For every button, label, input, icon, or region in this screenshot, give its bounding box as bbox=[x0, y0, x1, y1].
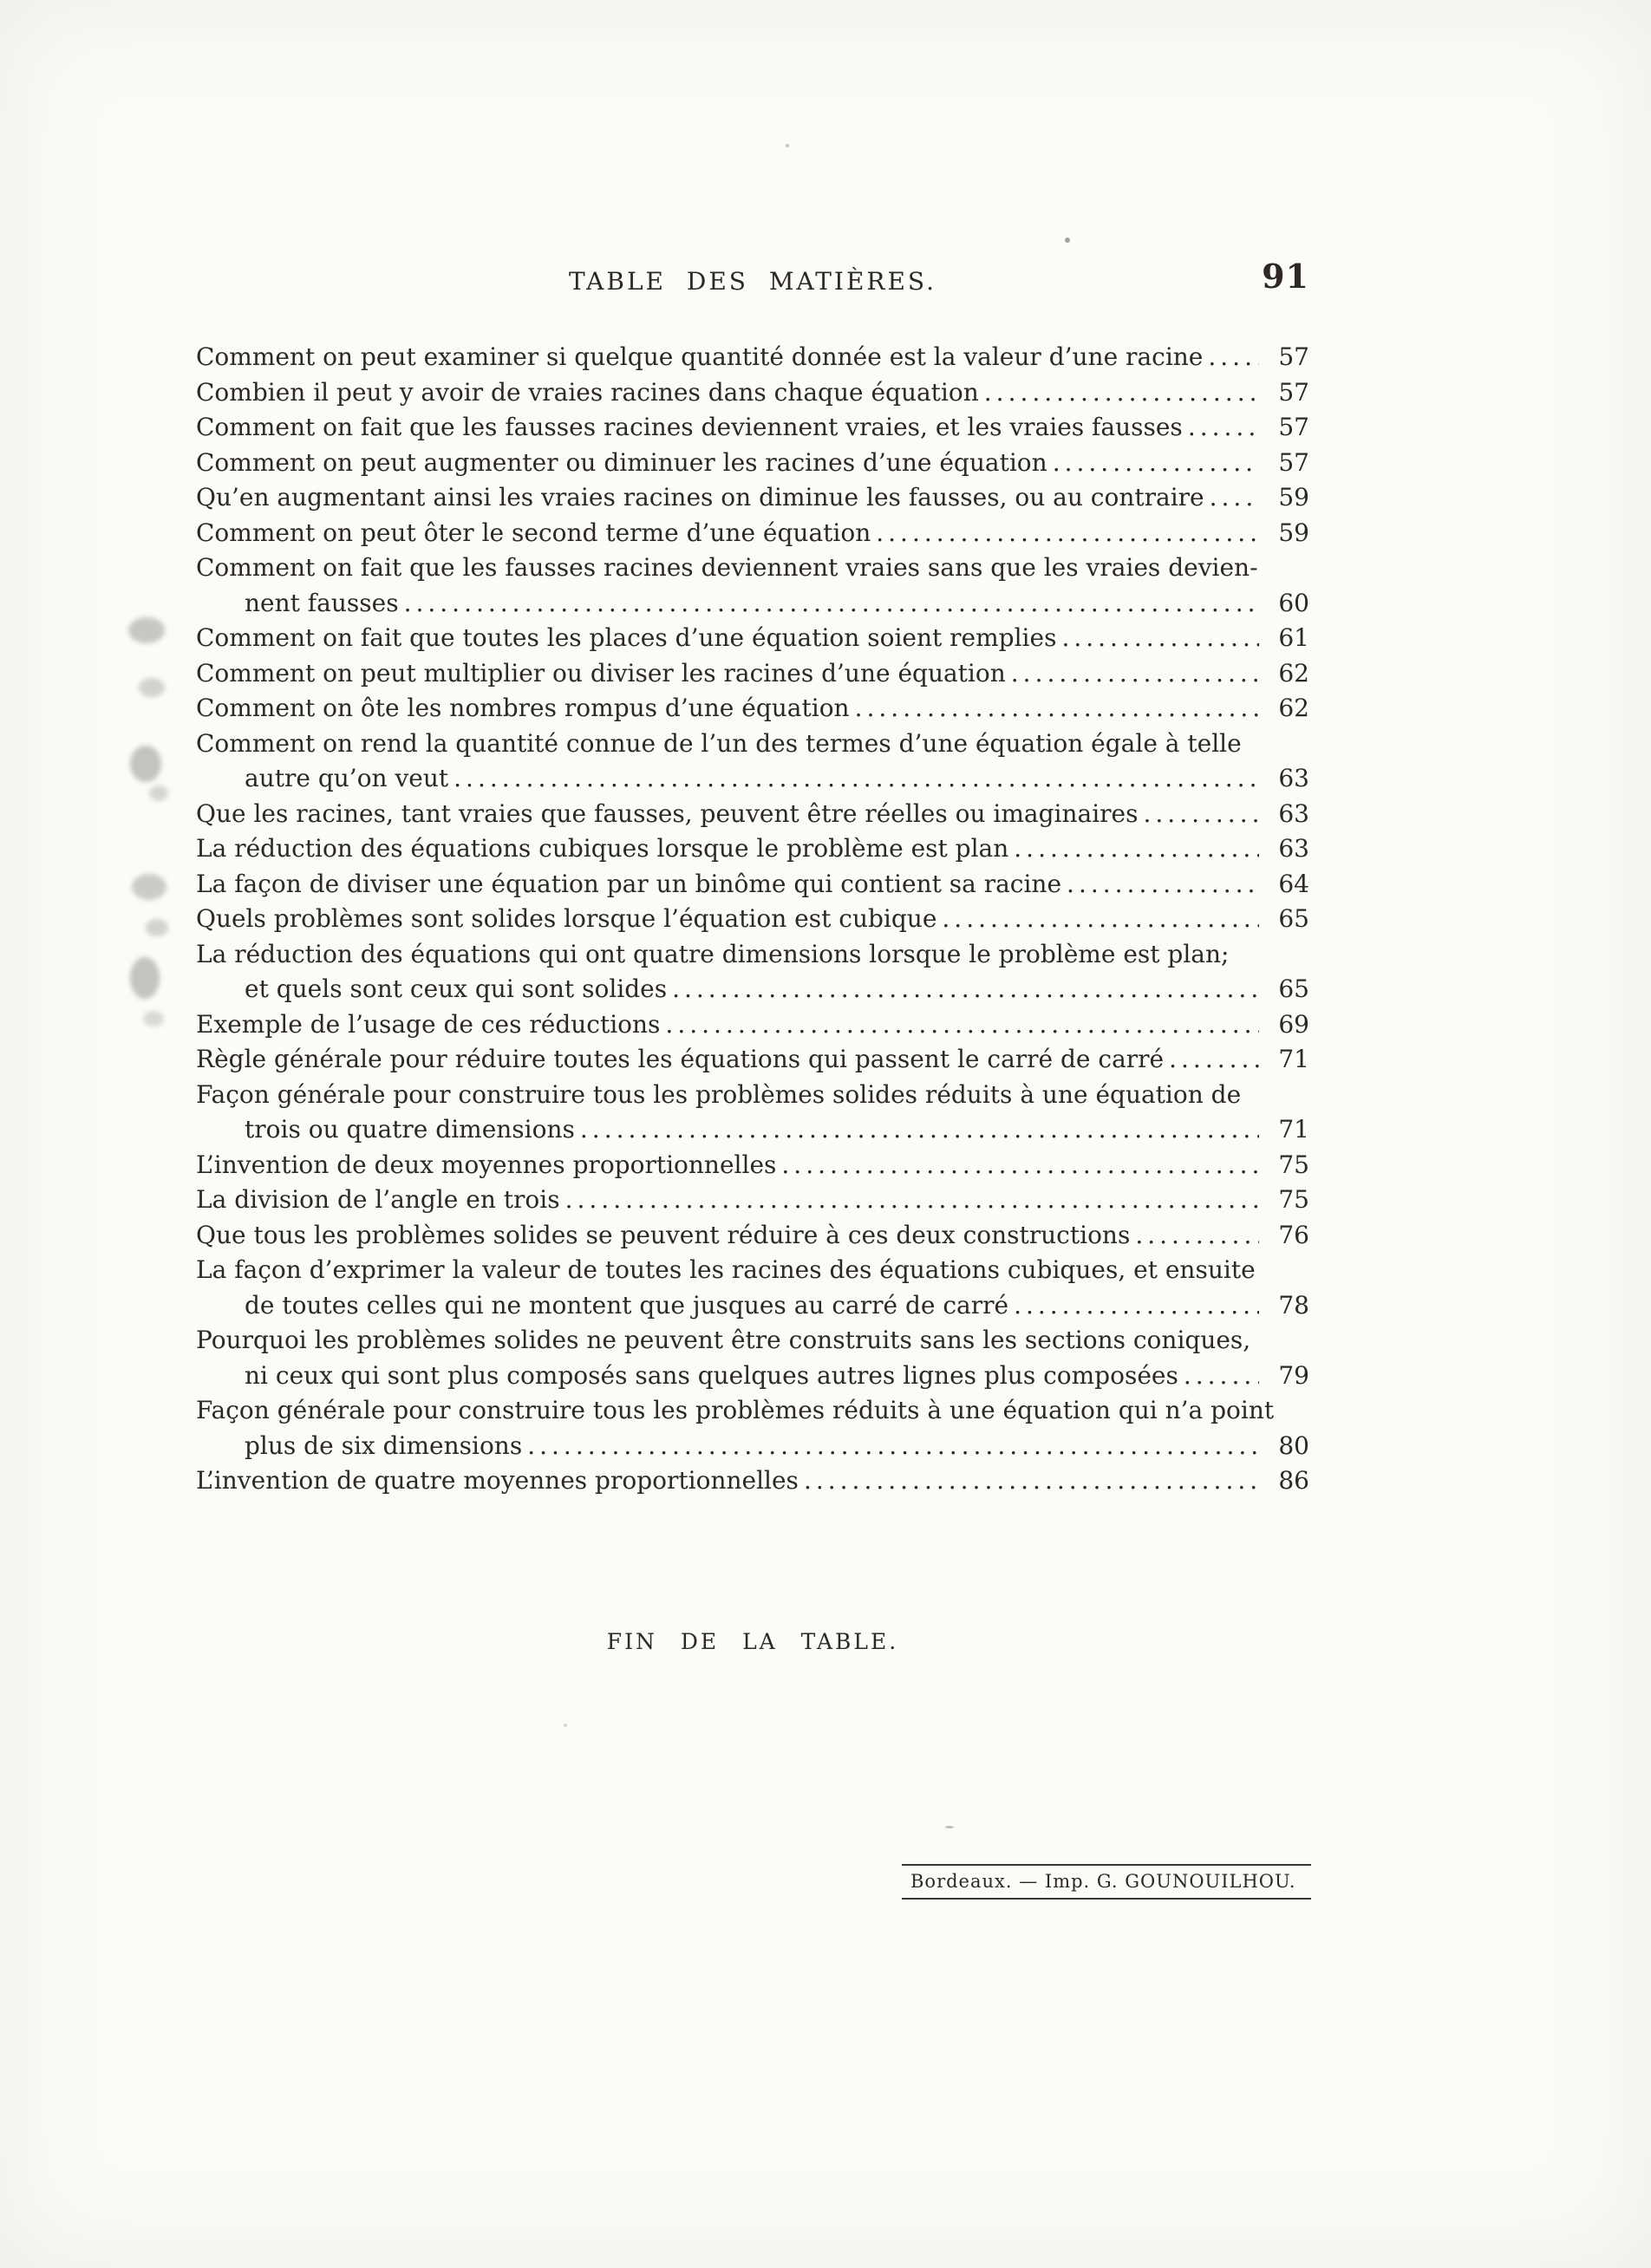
toc-entry-text: Pourquoi les problèmes solides ne peuvent être construits sans les sections coniques, bbox=[196, 1326, 1251, 1354]
toc-entry-text: ni ceux qui sont plus composés sans quelques autres lignes plus composées bbox=[245, 1360, 1178, 1390]
toc-leader-dots bbox=[1169, 1042, 1259, 1078]
page-number: 91 bbox=[1262, 257, 1309, 296]
toc-entry-line bbox=[196, 937, 1309, 973]
toc-leader-dots bbox=[1208, 340, 1259, 375]
toc-leader-dots bbox=[454, 761, 1259, 797]
toc-leader-dots bbox=[1135, 1218, 1259, 1254]
toc-leader-dots bbox=[781, 1148, 1259, 1183]
scan-artifact bbox=[1065, 238, 1070, 243]
toc-entry-line bbox=[196, 902, 1309, 937]
toc-leader-dots bbox=[1061, 621, 1259, 656]
toc-page-number: 63 bbox=[1278, 764, 1309, 792]
toc-entry-line bbox=[196, 340, 1309, 375]
toc-entry-text: trois ou quatre dimensions bbox=[245, 1115, 575, 1144]
toc-entry-text: L’invention de quatre moyennes proportionnelles bbox=[196, 1466, 799, 1495]
toc-leader-dots bbox=[1184, 1359, 1259, 1394]
toc-page-number: 75 bbox=[1278, 1150, 1309, 1179]
toc-entry-line bbox=[196, 1288, 1309, 1324]
end-of-table-label: FIN DE LA TABLE. bbox=[606, 1628, 899, 1654]
toc-page-number: 71 bbox=[1278, 1045, 1309, 1073]
toc-entry-text: La façon de diviser une équation par un binôme qui contient sa racine bbox=[196, 869, 1062, 898]
toc-entry-line bbox=[196, 691, 1309, 727]
toc-entry-line bbox=[196, 797, 1309, 832]
toc-leader-dots bbox=[942, 902, 1259, 937]
toc-page-number: 75 bbox=[1278, 1185, 1309, 1214]
scan-artifact bbox=[149, 785, 168, 801]
toc-leader-dots bbox=[565, 1183, 1259, 1218]
toc-page-number: 59 bbox=[1278, 483, 1309, 512]
toc-page-number: 62 bbox=[1278, 658, 1309, 688]
toc-entry-text: Façon générale pour construire tous les problèmes réduits à une équation qui n’a point bbox=[196, 1396, 1275, 1424]
toc-entry-line bbox=[196, 761, 1309, 797]
scan-artifact bbox=[564, 1724, 567, 1727]
toc-page-number: 63 bbox=[1278, 834, 1309, 863]
toc-entry-line bbox=[196, 1183, 1309, 1218]
toc-entry-text: La division de l’angle en trois bbox=[196, 1185, 560, 1214]
table-of-contents bbox=[196, 340, 1309, 1499]
toc-page-number: 78 bbox=[1278, 1290, 1309, 1320]
toc-page-number: 76 bbox=[1278, 1220, 1309, 1249]
toc-page-number: 60 bbox=[1278, 588, 1309, 617]
toc-leader-dots bbox=[580, 1112, 1259, 1148]
toc-leader-dots bbox=[665, 1007, 1259, 1043]
toc-entry-line bbox=[196, 1007, 1309, 1043]
toc-leader-dots bbox=[1188, 410, 1259, 446]
page-content bbox=[196, 257, 1309, 1654]
toc-leader-dots bbox=[804, 1463, 1259, 1499]
toc-page-number: 57 bbox=[1278, 413, 1309, 441]
toc-page-number: 62 bbox=[1278, 694, 1309, 722]
scan-artifact bbox=[143, 1011, 164, 1026]
toc-entry-text: Comment on rend la quantité connue de l’un des termes d’une équation égale à telle bbox=[196, 728, 1242, 758]
toc-page-number: 71 bbox=[1278, 1115, 1309, 1144]
scan-artifact bbox=[139, 678, 165, 697]
toc-leader-dots bbox=[672, 972, 1259, 1007]
toc-entry-line bbox=[196, 621, 1309, 656]
toc-entry-text: autre qu’on veut bbox=[245, 764, 449, 792]
toc-page-number: 57 bbox=[1278, 447, 1309, 477]
toc-entry-line bbox=[196, 516, 1309, 551]
toc-entry-line bbox=[196, 1359, 1309, 1394]
toc-leader-dots bbox=[1053, 446, 1259, 481]
toc-page-number: 57 bbox=[1278, 342, 1309, 371]
toc-page-number: 86 bbox=[1278, 1466, 1309, 1495]
toc-leader-dots bbox=[1014, 831, 1259, 867]
toc-leader-dots bbox=[527, 1429, 1259, 1464]
toc-leader-dots bbox=[1210, 480, 1259, 516]
toc-entry-line bbox=[196, 1253, 1309, 1288]
toc-entry-text: Comment on fait que les fausses racines deviennent vraies, et les vraies fausses bbox=[196, 413, 1183, 441]
toc-page-number: 59 bbox=[1278, 518, 1309, 547]
toc-entry-line bbox=[196, 831, 1309, 867]
scan-artifact bbox=[132, 874, 166, 900]
toc-entry-text: Combien il peut y avoir de vraies racines dans chaque équation bbox=[196, 377, 979, 407]
toc-entry-line bbox=[196, 410, 1309, 446]
toc-entry-line bbox=[196, 972, 1309, 1007]
scan-artifact bbox=[945, 1826, 954, 1828]
toc-entry-text: Règle générale pour réduire toutes les équations qui passent le carré de carré bbox=[196, 1045, 1165, 1073]
toc-entry-line bbox=[196, 1112, 1309, 1148]
toc-entry-line bbox=[196, 480, 1309, 516]
toc-leader-dots bbox=[855, 691, 1259, 727]
toc-entry-line bbox=[196, 1393, 1309, 1429]
toc-entry-line bbox=[196, 656, 1309, 692]
toc-page-number: 57 bbox=[1278, 377, 1309, 407]
toc-entry-text: Qu’en augmentant ainsi les vraies racines on diminue les fausses, ou au contraire bbox=[196, 483, 1204, 512]
scan-artifact bbox=[130, 746, 161, 782]
toc-entry-line bbox=[196, 446, 1309, 481]
toc-entry-text: La façon d’exprimer la valeur de toutes les racines des équations cubiques, et ensuite bbox=[196, 1255, 1256, 1284]
scan-artifact bbox=[130, 957, 160, 999]
toc-entry-text: La réduction des équations cubiques lorsque le problème est plan bbox=[196, 834, 1009, 863]
toc-entry-text: Comment on peut multiplier ou diviser les racines d’une équation bbox=[196, 658, 1006, 688]
toc-page-number: 63 bbox=[1278, 798, 1309, 828]
toc-leader-dots bbox=[1144, 797, 1260, 832]
toc-entry-line bbox=[196, 1323, 1309, 1359]
toc-entry-text: Façon générale pour construire tous les problèmes solides réduits à une équation de bbox=[196, 1079, 1242, 1109]
toc-leader-dots bbox=[1011, 656, 1259, 692]
toc-entry-line bbox=[196, 727, 1309, 762]
toc-entry-text: et quels sont ceux qui sont solides bbox=[245, 974, 668, 1003]
toc-entry-line bbox=[196, 1148, 1309, 1183]
toc-entry-line bbox=[196, 586, 1309, 622]
toc-entry-text: Comment on peut examiner si quelque quantité donnée est la valeur d’une racine bbox=[196, 342, 1204, 371]
toc-entry-text: nent fausses bbox=[245, 588, 399, 617]
scan-artifact bbox=[786, 144, 789, 147]
toc-entry-line bbox=[196, 1429, 1309, 1464]
scan-artifact bbox=[128, 617, 165, 643]
toc-entry-text: de toutes celles qui ne montent que jusques au carré de carré bbox=[245, 1290, 1009, 1320]
toc-entry-line bbox=[196, 1218, 1309, 1254]
toc-entry-text: Quels problèmes sont solides lorsque l’équation est cubique bbox=[196, 904, 937, 933]
toc-entry-line bbox=[196, 1463, 1309, 1499]
page-title: TABLE DES MATIÈRES. bbox=[569, 267, 936, 296]
toc-page-number: 65 bbox=[1278, 974, 1309, 1003]
toc-leader-dots bbox=[404, 586, 1259, 622]
page-header bbox=[196, 257, 1309, 321]
toc-entry-line bbox=[196, 375, 1309, 411]
toc-page-number: 79 bbox=[1278, 1360, 1309, 1390]
toc-page-number: 64 bbox=[1278, 869, 1309, 898]
toc-entry-text: Exemple de l’usage de ces réductions bbox=[196, 1009, 661, 1039]
toc-page-number: 61 bbox=[1278, 623, 1309, 652]
toc-entry-line bbox=[196, 867, 1309, 903]
toc-entry-text: Que tous les problèmes solides se peuvent réduire à ces deux constructions bbox=[196, 1220, 1131, 1249]
printer-imprint: Bordeaux. — Imp. G. GOUNOUILHOU. bbox=[902, 1864, 1311, 1900]
toc-page-number: 69 bbox=[1278, 1009, 1309, 1039]
toc-entry-line bbox=[196, 1042, 1309, 1078]
toc-entry-text: Comment on peut ôter le second terme d’une équation bbox=[196, 518, 871, 547]
toc-entry-text: La réduction des équations qui ont quatre dimensions lorsque le problème est plan; bbox=[196, 939, 1230, 968]
toc-leader-dots bbox=[984, 375, 1259, 411]
scan-artifact bbox=[146, 919, 168, 936]
toc-entry-text: Que les racines, tant vraies que fausses, peuvent être réelles ou imaginaires bbox=[196, 798, 1139, 828]
toc-entry-text: plus de six dimensions bbox=[245, 1431, 523, 1460]
toc-entry-text: L’invention de deux moyennes proportionnelles bbox=[196, 1150, 777, 1179]
toc-entry-text: Comment on fait que toutes les places d’une équation soient remplies bbox=[196, 623, 1057, 652]
toc-leader-dots bbox=[876, 516, 1259, 551]
toc-leader-dots bbox=[1067, 867, 1259, 903]
toc-page-number: 65 bbox=[1278, 904, 1309, 933]
toc-entry-text: Comment on peut augmenter ou diminuer les racines d’une équation bbox=[196, 447, 1047, 477]
toc-entry-text: Comment on ôte les nombres rompus d’une équation bbox=[196, 694, 850, 722]
toc-page-number: 80 bbox=[1278, 1431, 1309, 1460]
toc-entry-line bbox=[196, 1078, 1309, 1113]
toc-entry-text: Comment on fait que les fausses racines deviennent vraies sans que les vraies devien- bbox=[196, 553, 1258, 582]
toc-entry-line bbox=[196, 551, 1309, 586]
toc-leader-dots bbox=[1014, 1288, 1259, 1324]
